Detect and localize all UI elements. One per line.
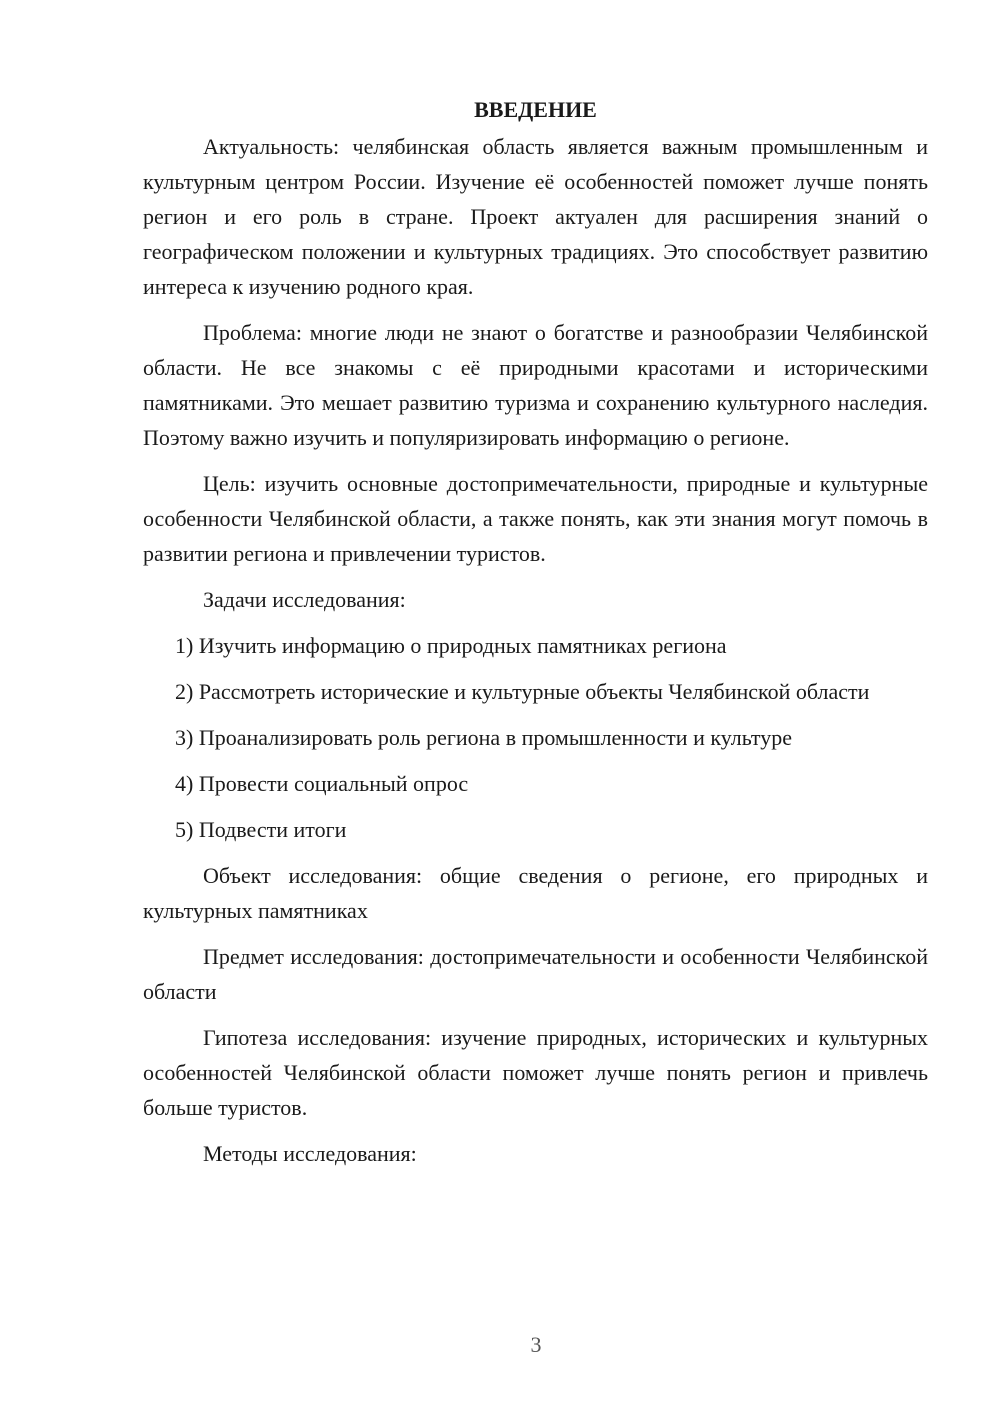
section-title: ВВЕДЕНИЕ [474, 97, 597, 122]
page-content [143, 92, 928, 1182]
page-number: 3 [530, 1332, 542, 1357]
task-item-4: 4) Провести социальный опрос [175, 771, 469, 796]
relevance-paragraph: Актуальность: челябинская область является важным промышленным и культурным центром России. Изучение её особенностей поможет лучше понять регион и его роль в стране. Проект актуален для расширения знаний о географическом положении и культурных традициях. Это способствует развитию интереса к изучению родного края. [143, 134, 928, 299]
tasks-label: Задачи исследования: [203, 587, 406, 612]
object-paragraph: Объект исследования: общие сведения о регионе, его природных и культурных памятниках [143, 863, 928, 923]
task-item-1: 1) Изучить информацию о природных памятниках региона [175, 633, 727, 658]
goal-paragraph: Цель: изучить основные достопримечательности, природные и культурные особенности Челябинской области, а также понять, как эти знания могут помочь в развитии региона и привлечении туристов. [143, 471, 928, 566]
task-item-5: 5) Подвести итоги [175, 817, 347, 842]
subject-paragraph: Предмет исследования: достопримечательности и особенности Челябинской области [143, 944, 928, 1004]
hypothesis-paragraph: Гипотеза исследования: изучение природных, исторических и культурных особенностей Челябинской области поможет лучше понять регион и привлечь больше туристов. [143, 1025, 928, 1120]
task-item-3: 3) Проанализировать роль региона в промышленности и культуре [175, 725, 793, 750]
problem-paragraph: Проблема: многие люди не знают о богатстве и разнообразии Челябинской области. Не все знакомы с её природными красотами и историческими памятниками. Это мешает развитию туризма и сохранению культурного наследия. Поэтому важно изучить и популяризировать информацию о регионе. [143, 320, 928, 450]
task-item-2: 2) Рассмотреть исторические и культурные объекты Челябинской области [175, 679, 870, 704]
methods-label: Методы исследования: [203, 1141, 417, 1166]
